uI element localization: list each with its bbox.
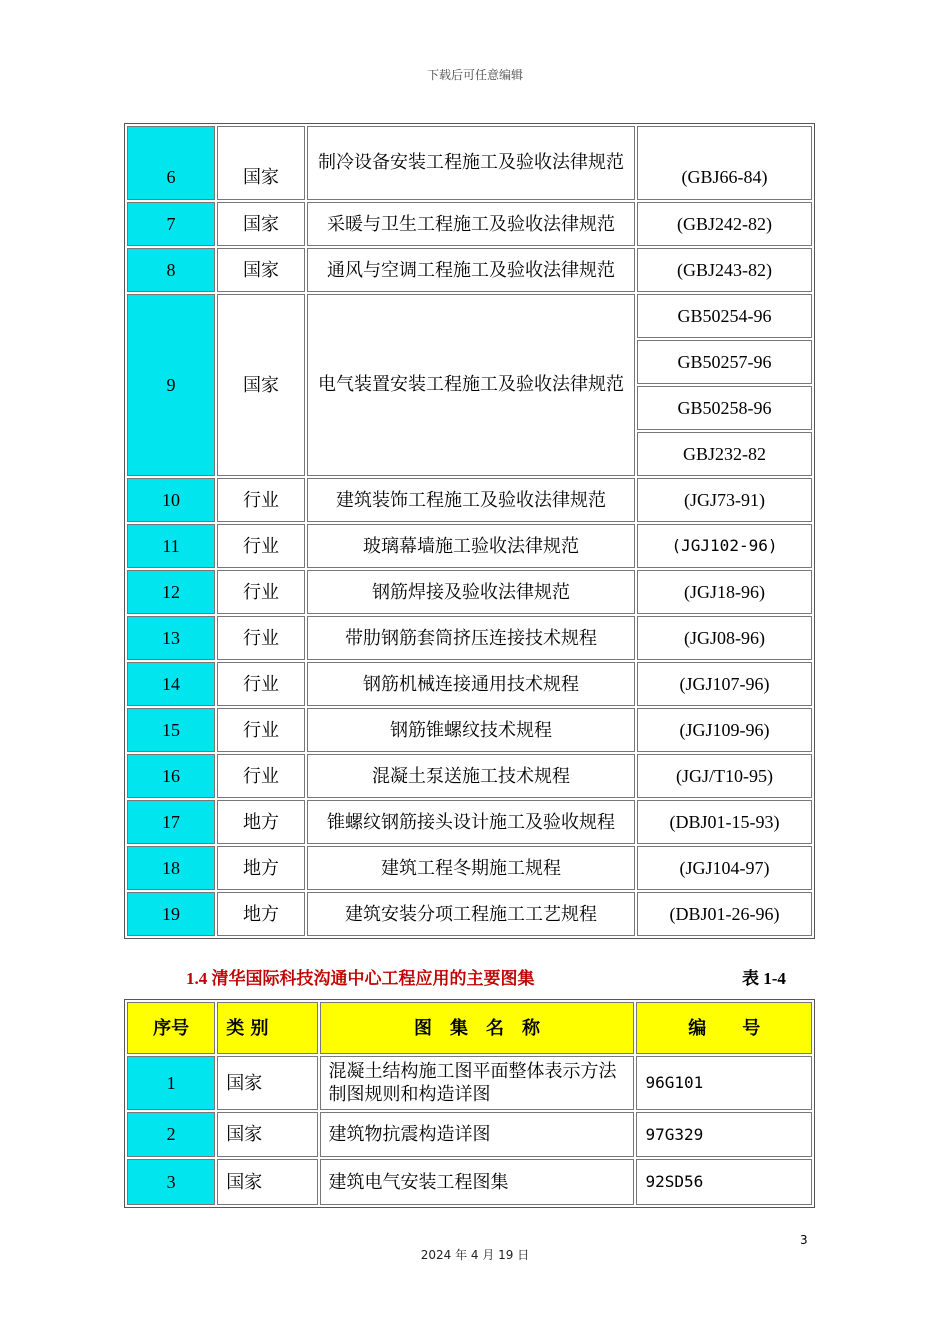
row-number: 9 [127,294,215,476]
row-name: 通风与空调工程施工及验收法律规范 [307,248,635,292]
row-name: 电气装置安装工程施工及验收法律规范 [307,294,635,476]
row-name: 钢筋焊接及验收法律规范 [307,570,635,614]
row-code: (DBJ01-15-93) [637,800,812,844]
standards-table [124,123,815,939]
row-code: (DBJ01-26-96) [637,892,812,936]
row-level: 地方 [217,800,305,844]
row-level: 行业 [217,570,305,614]
table-row [127,1112,812,1157]
header-atlas-name: 图 集 名 称 [320,1002,635,1054]
table-row [127,294,812,338]
atlas-table [124,999,815,1208]
page-number: 3 [800,1233,808,1247]
table-row [127,570,812,614]
row-code: GBJ232-82 [637,432,812,476]
table-row [127,524,812,568]
row-number: 16 [127,754,215,798]
header-category: 类 别 [217,1002,317,1054]
row-code: 97G329 [636,1112,812,1157]
row-code: (JGJ/T10-95) [637,754,812,798]
row-code: GB50254-96 [637,294,812,338]
table-row [127,1056,812,1110]
row-name: 建筑电气安装工程图集 [320,1159,635,1205]
row-number: 7 [127,202,215,246]
row-name: 建筑安装分项工程施工工艺规程 [307,892,635,936]
table-row [127,800,812,844]
row-level: 地方 [217,846,305,890]
table-row [127,478,812,522]
row-code: (JGJ104-97) [637,846,812,890]
row-code: (JGJ18-96) [637,570,812,614]
row-level: 国家 [217,126,305,200]
row-code: (JGJ109-96) [637,708,812,752]
table-row [127,754,812,798]
row-number: 15 [127,708,215,752]
row-number: 11 [127,524,215,568]
row-name: 制冷设备安装工程施工及验收法律规范 [307,126,635,200]
row-level: 地方 [217,892,305,936]
table-header-row [127,1002,812,1054]
row-code: 96G101 [636,1056,812,1110]
row-number: 19 [127,892,215,936]
row-number: 12 [127,570,215,614]
row-name: 建筑物抗震构造详图 [320,1112,635,1157]
row-name: 钢筋机械连接通用技术规程 [307,662,635,706]
table-row [127,662,812,706]
table-row [127,248,812,292]
header-number: 序号 [127,1002,215,1054]
table-row [127,202,812,246]
row-code: 92SD56 [636,1159,812,1205]
row-number: 14 [127,662,215,706]
row-code: (JGJ08-96) [637,616,812,660]
page-header-note: 下载后可任意编辑 [426,68,523,82]
row-level: 行业 [217,662,305,706]
row-number: 13 [127,616,215,660]
row-name: 混凝土泵送施工技术规程 [307,754,635,798]
row-code: (JGJ102-96) [637,524,812,568]
table-row [127,708,812,752]
table-row [127,616,812,660]
row-level: 行业 [217,616,305,660]
row-code: (JGJ73-91) [637,478,812,522]
row-level: 行业 [217,708,305,752]
row-code: (GBJ243-82) [637,248,812,292]
row-number: 6 [127,126,215,200]
row-level: 国家 [217,1159,317,1205]
row-number: 10 [127,478,215,522]
row-level: 国家 [217,1112,317,1157]
row-level: 国家 [217,248,305,292]
row-code: (GBJ242-82) [637,202,812,246]
row-number: 17 [127,800,215,844]
table-row [127,1159,812,1205]
row-code: GB50258-96 [637,386,812,430]
row-name: 钢筋锥螺纹技术规程 [307,708,635,752]
row-number: 2 [127,1112,215,1157]
row-number: 18 [127,846,215,890]
footer-date: 2024 年 4 月 19 日 [420,1248,530,1262]
header-code: 编 号 [636,1002,812,1054]
row-code: (GBJ66-84) [637,126,812,200]
row-level: 国家 [217,202,305,246]
section-caption: 1.4 清华国际科技沟通中心工程应用的主要图集 [186,969,535,988]
row-level: 国家 [217,1056,317,1110]
row-code: (JGJ107-96) [637,662,812,706]
table-row [127,892,812,936]
row-name: 玻璃幕墙施工验收法律规范 [307,524,635,568]
row-level: 行业 [217,754,305,798]
table-row [127,126,812,200]
row-name: 带肋钢筋套筒挤压连接技术规程 [307,616,635,660]
row-number: 8 [127,248,215,292]
row-level: 行业 [217,524,305,568]
row-name: 建筑工程冬期施工规程 [307,846,635,890]
row-name: 采暖与卫生工程施工及验收法律规范 [307,202,635,246]
row-name: 锥螺纹钢筋接头设计施工及验收规程 [307,800,635,844]
row-name: 混凝土结构施工图平面整体表示方法制图规则和构造详图 [320,1056,635,1110]
row-code: GB50257-96 [637,340,812,384]
row-number: 3 [127,1159,215,1205]
row-level: 行业 [217,478,305,522]
row-level: 国家 [217,294,305,476]
row-name: 建筑装饰工程施工及验收法律规范 [307,478,635,522]
table-row [127,846,812,890]
row-number: 1 [127,1056,215,1110]
table-label: 表 1-4 [742,969,786,988]
